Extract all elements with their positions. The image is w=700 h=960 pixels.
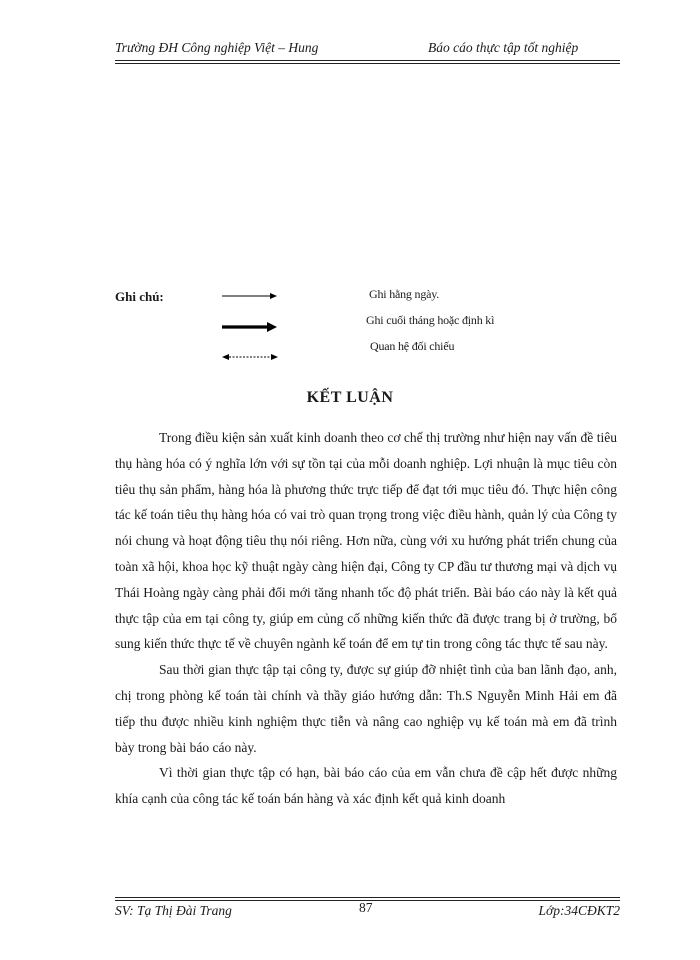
paragraph-3: Vì thời gian thực tập có hạn, bài báo cáo của em vẫn chưa đề cập hết được những khía cạnh của công tác kế toán bán hàng và xác định kết quả kinh doanh (115, 765, 617, 807)
footer-student: SV: Tạ Thị Đài Trang (115, 903, 232, 918)
conclusion-body (115, 425, 617, 812)
section-title: KẾT LUẬN (306, 389, 394, 406)
footer-rule-thin (115, 897, 620, 898)
header-school: Trường ĐH Công nghiệp Việt – Hung (115, 40, 319, 55)
paragraph-2: Sau thời gian thực tập tại công ty, được sự giúp đỡ nhiệt tình của ban lãnh đạo, anh, chị trong phòng kế toán tài chính và thầy giáo hướng dẫn: Th.S Nguyễn Minh Hải em đã tiếp thu được nhiều kinh nghiệm thực tiễn và nâng cao nghiệp vụ kế toán mà em đã trình bày trong bài báo cáo này. (115, 662, 617, 755)
page-number: 87 (359, 900, 373, 915)
legend-title: Ghi chú: (115, 289, 164, 304)
header-rule-thin (115, 63, 620, 64)
legend-label-periodic: Ghi cuối tháng hoặc định kì (366, 313, 495, 327)
paragraph-1: Trong điều kiện sản xuất kinh doanh theo cơ chế thị trường như hiện nay vấn đề tiêu thụ hàng hóa có ý nghĩa lớn với sự tồn tại của mỗi doanh nghiệp. Lợi nhuận là mục tiêu còn tiêu thụ sản phẩm, hàng hóa là phương thức trực tiếp để đạt tới mục tiêu đó. Thực hiện công tác kế toán tiêu thụ hàng hóa có vai trò quan trọng trong việc điều hành, quản lý của Công ty nói chung và hoạt động tiêu thụ nói riêng. Hơn nữa, cùng với xu hướng phát triển chung của toàn xã hội, khoa học kỹ thuật ngày càng hiện đại, Công ty CP đầu tư thương mại và dịch vụ Thái Hoàng ngày càng phải đổi mới tăng nhanh tốc độ phát triển. Bài báo cáo này là kết quả thực tập của em tại công ty, giúp em củng cố những kiến thức đã được trang bị ở trường, bổ sung kiến thức thực tế về chuyên ngành kế toán để em tự tin trong công tác thực tế sau này. (115, 430, 617, 652)
footer-class: Lớp:34CĐKT2 (538, 903, 620, 918)
header-rule-thick (115, 60, 620, 61)
header-report-title: Báo cáo thực tập tốt nghiệp (428, 40, 579, 55)
bold-arrow-icon (222, 321, 278, 333)
dashed-double-arrow-icon (222, 352, 278, 362)
legend-label-reconcile: Quan hệ đối chiếu (370, 339, 455, 353)
legend-label-daily: Ghi hằng ngày. (369, 287, 440, 301)
thin-arrow-icon (222, 291, 278, 301)
